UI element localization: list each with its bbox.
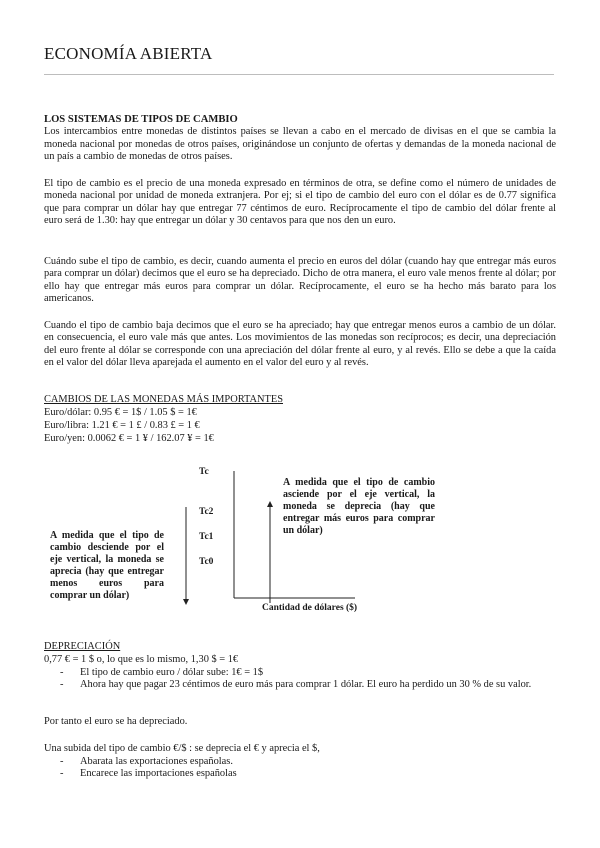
paragraph-1: Los intercambios entre monedas de distintos países se llevan a cabo en el mercado de divisas en el que se cambia la moneda nacional por monedas de otros países, originándose un conjunto de ofertas y demandas de la moneda nacional de un país a cambio de monedas de otros países. <box>44 126 556 162</box>
list-dash: - <box>60 756 64 767</box>
list-item: - Abarata las exportaciones españolas. <box>60 756 233 767</box>
note-aprecia: A medida que el tipo de cambio desciende por el eje vertical, la moneda se aprecia (hay que entregar menos euros para comprar un dólar) <box>50 530 164 601</box>
page-title: ECONOMÍA ABIERTA <box>44 44 213 63</box>
exchange-rate-diagram <box>0 455 600 625</box>
paragraph-3: Cuándo sube el tipo de cambio, es decir, cuando aumenta el precio en euros del dólar (cuando hay que entregar más euros para comprar un dólar) decimos que el euro se ha depreciado. Dicho de otra manera, el euro vale menos frente al dólar; por ello hay que entregar más euros para comprar un dólar. Recíprocamente, el euro se ha hecho más barato para los americanos. <box>44 256 556 304</box>
list-item: - Ahora hay que pagar 23 céntimos de euro más para comprar 1 dólar. El euro ha perdido un 30 % de su valor. <box>60 679 532 691</box>
title-divider <box>44 74 554 75</box>
note-deprecia: A medida que el tipo de cambio asciende por el eje vertical, la moneda se deprecia (hay que entregar más euros para comprar un dólar) <box>283 477 435 536</box>
cambios-heading: CAMBIOS DE LAS MONEDAS MÁS IMPORTANTES <box>44 394 283 405</box>
section-heading: LOS SISTEMAS DE TIPOS DE CAMBIO <box>44 114 238 125</box>
list-dash: - <box>60 679 64 691</box>
rate-line-euro-libra: Euro/libra: 1.21 € = 1 £ / 0.83 £ = 1 € <box>44 420 200 431</box>
section-sistemas <box>44 114 556 163</box>
paragraph-4: Cuando el tipo de cambio baja decimos que el euro se ha apreciado; hay que entregar menos euros a cambio de un dólar. en consecuencia, el euro vale más que antes. Los movimientos de las monedas son recíprocos; es decir, una depreciación del euro frente al dólar se corresponde con una apreciación del dólar frente al euro, y al revés. Ello se debe a que la caída en el valor del dólar lleva aparejada el aumento en el valor del euro y al revés. <box>44 320 556 368</box>
tick-tc1: Tc1 <box>199 532 214 542</box>
tick-tc: Tc <box>199 467 209 477</box>
tick-tc2: Tc2 <box>199 507 214 517</box>
x-axis-label: Cantidad de dólares ($) <box>262 603 358 613</box>
list-dash: - <box>60 667 64 678</box>
list-item: - Encarece las importaciones españolas <box>60 768 237 780</box>
list-item: - El tipo de cambio euro / dólar sube: 1€ = 1$ <box>60 667 264 678</box>
paragraph-2: El tipo de cambio es el precio de una moneda expresado en términos de otra, se define como el número de unidades de moneda nacional por unidad de moneda extranjera. Por ej; si el tipo de cambio del euro con el dólar es de 0.77 significa que para comprar un dólar hay que entregar 77 céntimos de euro. Recíprocamente el tipo de cambio del dólar frente al euro será de 1.30: hay que entregar un dólar y 30 centavos para que nos den un euro. <box>44 178 556 226</box>
depreciacion-conclusion: Por tanto el euro se ha depreciado. <box>44 716 188 727</box>
tick-tc0: Tc0 <box>199 557 214 567</box>
depreciacion-list <box>60 667 550 692</box>
down-arrow-head <box>183 599 189 605</box>
list-dash: - <box>60 768 64 780</box>
rate-line-euro-yen: Euro/yen: 0.0062 € = 1 ¥ / 162.07 ¥ = 1€ <box>44 433 214 444</box>
depreciacion-heading: DEPRECIACIÓN <box>44 641 121 652</box>
rate-line-euro-dolar: Euro/dólar: 0.95 € = 1$ / 1.05 $ = 1€ <box>44 407 197 418</box>
up-arrow-head <box>267 501 273 507</box>
depreciacion-line: 0,77 € = 1 $ o, lo que es lo mismo, 1,30 $ = 1€ <box>44 654 239 665</box>
subida-line: Una subida del tipo de cambio €/$ : se deprecia el € y aprecia el $, <box>44 743 320 754</box>
subida-list <box>60 756 550 781</box>
